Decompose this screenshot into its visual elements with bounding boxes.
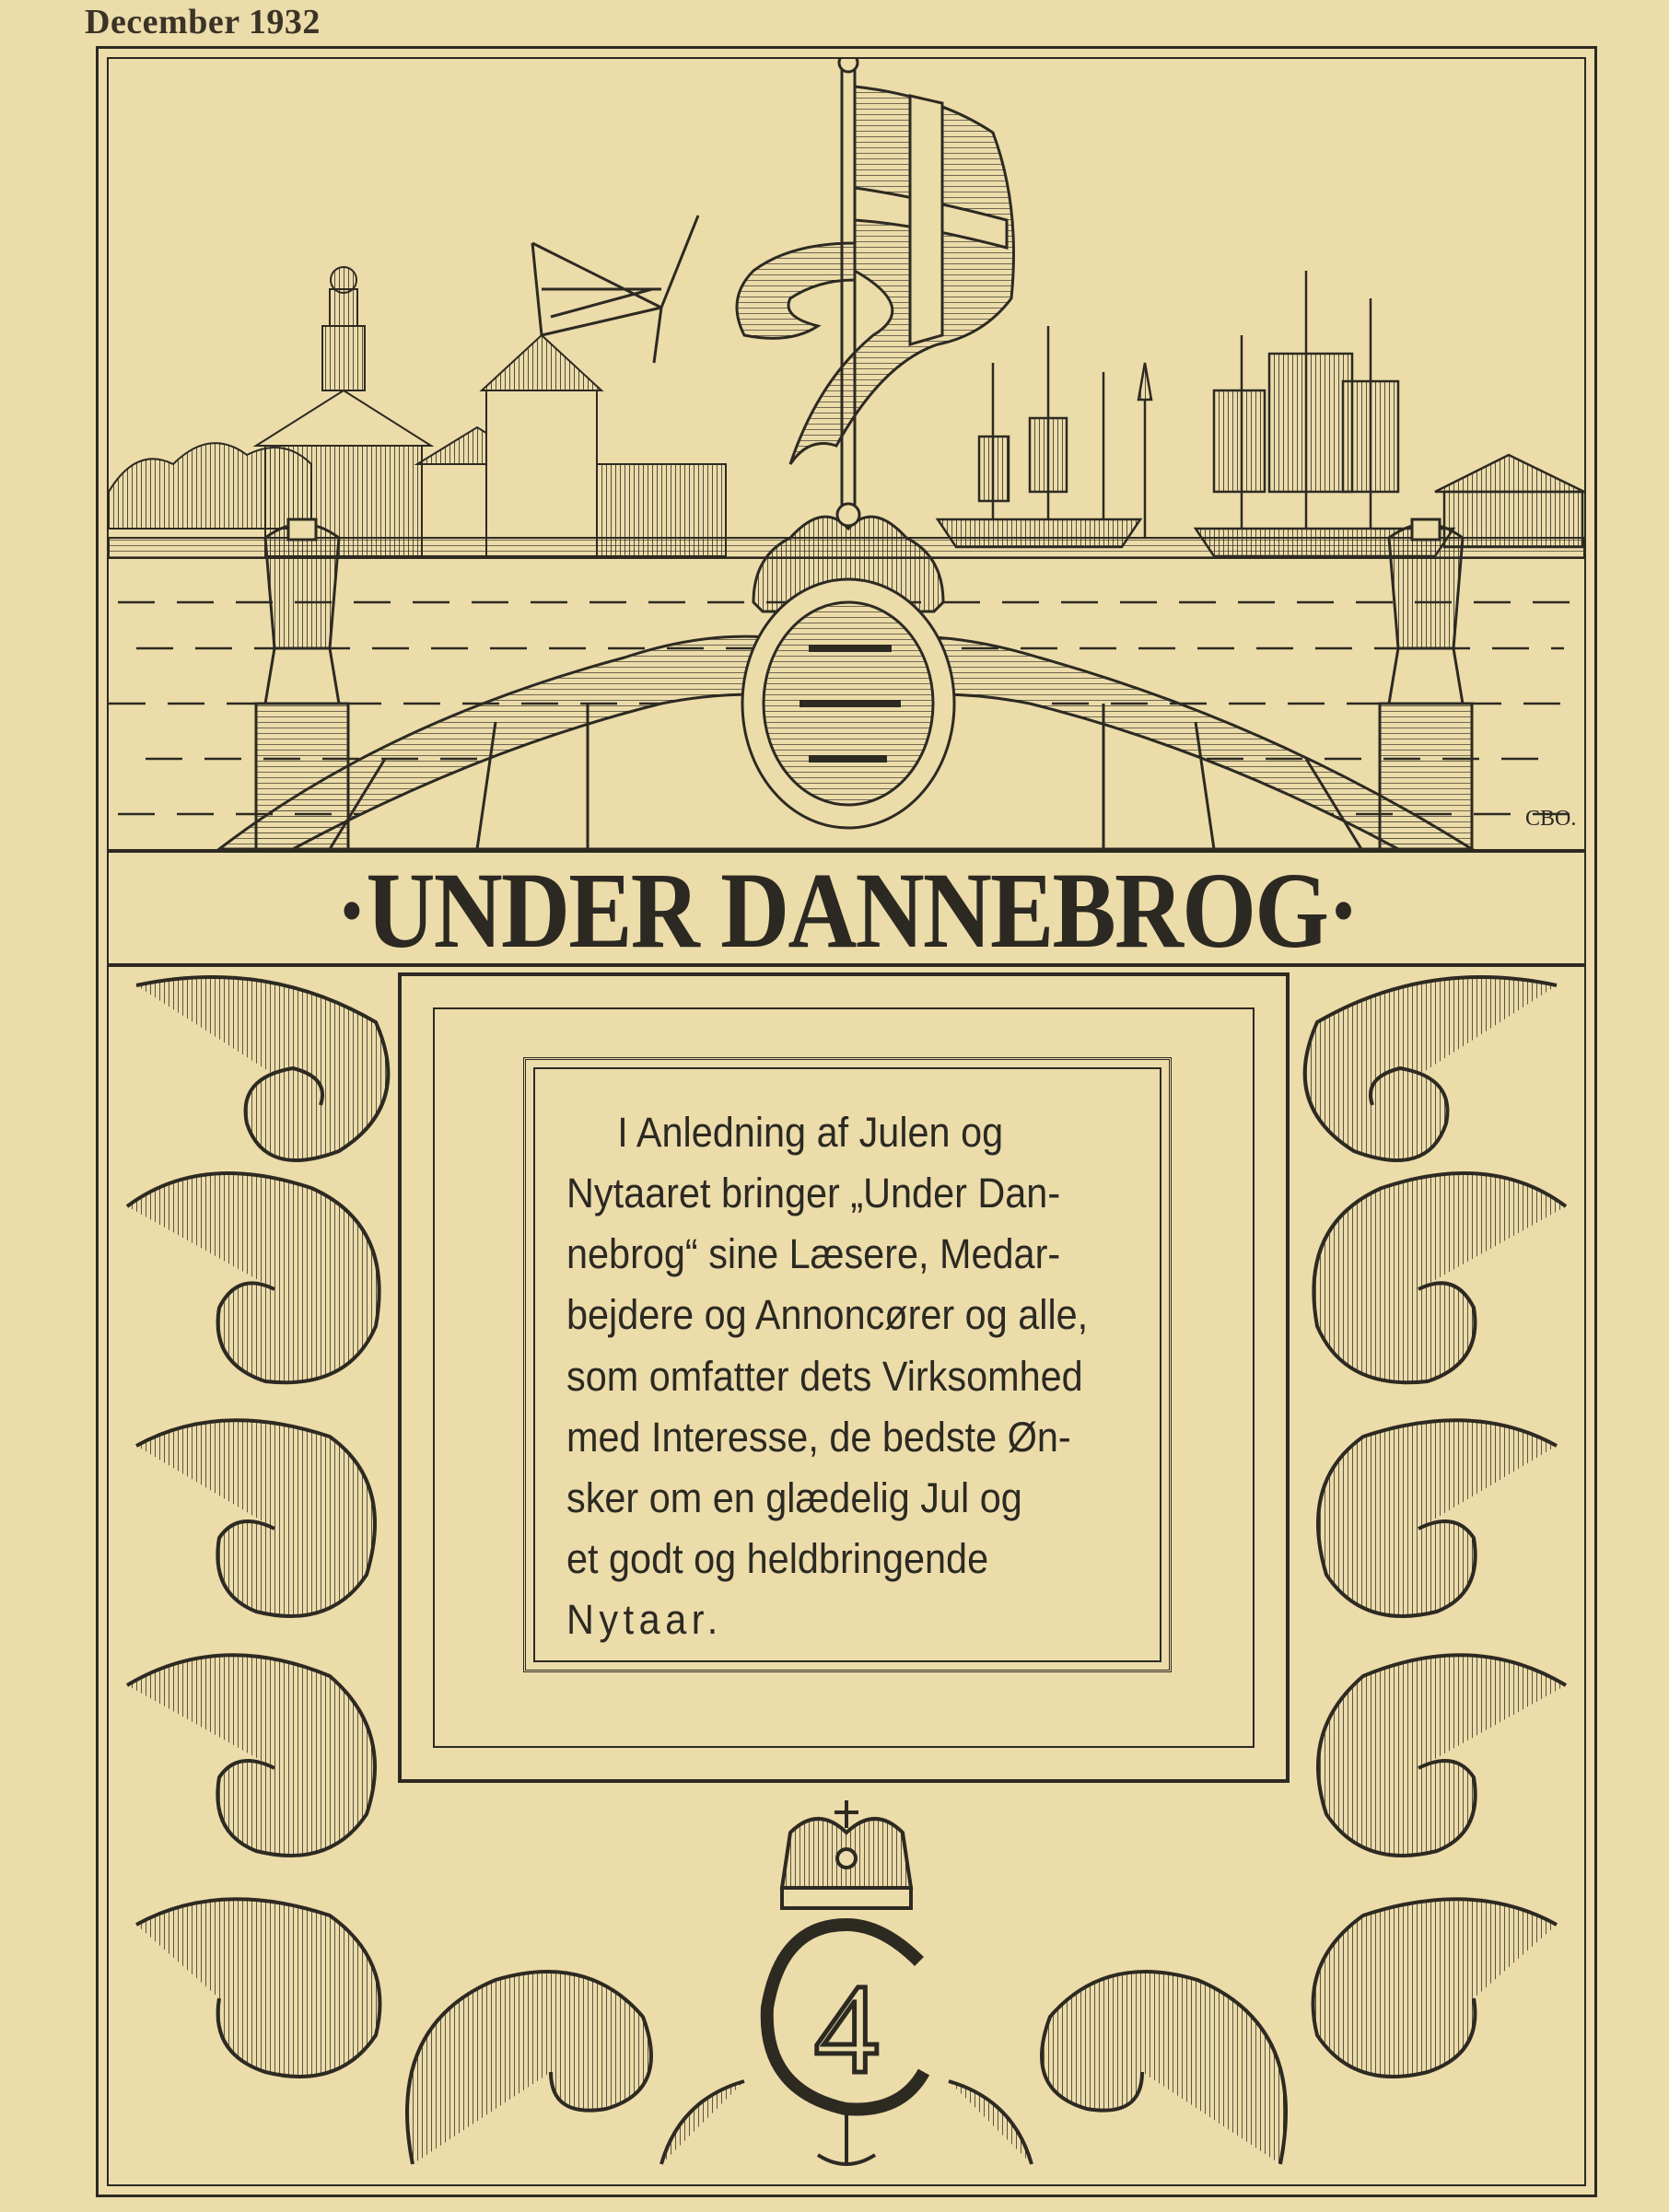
- message-line: Nytaaret bringer „Under Dan-: [566, 1170, 1061, 1217]
- holiday-message: [566, 1102, 1089, 1650]
- page-title: ·UNDER DANNEBROG·: [335, 850, 1358, 971]
- message-line: et godt og heldbringende: [566, 1534, 989, 1582]
- artist-signature: CBO.: [1525, 807, 1577, 831]
- scroll-left: [127, 977, 388, 2077]
- dannebrog-flag: [737, 59, 1014, 505]
- message-line: med Interesse, de bedste Øn-: [566, 1413, 1071, 1461]
- message-line: bejdere og Annoncører og alle,: [566, 1291, 1089, 1339]
- message-line: nebrog“ sine Læsere, Medar-: [566, 1230, 1061, 1278]
- title-band: [109, 849, 1584, 971]
- bow-lantern-right: [1380, 519, 1472, 849]
- harbor-illustration: [109, 59, 1584, 849]
- issue-date: December 1932: [85, 3, 321, 41]
- message-line: Nytaar.: [566, 1596, 723, 1644]
- harbor-crane: [532, 215, 698, 363]
- town-skyline: [109, 267, 726, 556]
- message-line: I Anledning af Julen og: [617, 1109, 1004, 1156]
- holiday-message-box: [523, 1057, 1172, 1672]
- royal-monogram: [767, 1800, 924, 2164]
- monogram-numeral: 4: [814, 1958, 879, 2101]
- message-line: som omfatter dets Virksomhed: [566, 1352, 1083, 1400]
- message-line: sker om en glædelig Jul og: [566, 1473, 1022, 1521]
- bow-lantern-left: [256, 519, 348, 849]
- coat-of-arms: [742, 504, 954, 828]
- scroll-right: [1305, 977, 1566, 2077]
- sailing-ships: [938, 271, 1584, 556]
